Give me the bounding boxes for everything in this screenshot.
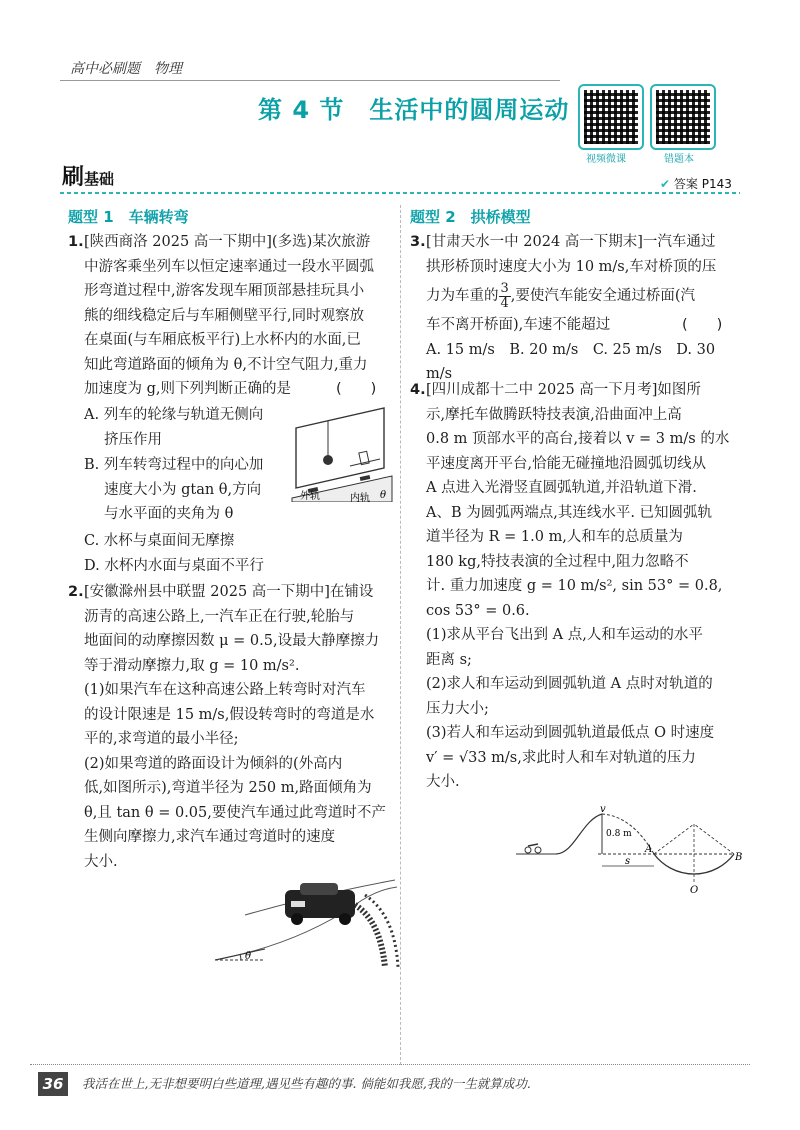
- q2-line-7: (2)如果弯道的路面设计为倾斜的(外高内: [84, 755, 343, 772]
- q1-option-a-line2: 挤压作用: [104, 431, 162, 448]
- q2-line-1: 沥青的高速公路上,一汽车正在行驶,轮胎与: [84, 608, 355, 625]
- inner-wheel: [360, 475, 371, 481]
- fig3-s-label: s: [625, 856, 631, 867]
- section-brand: [62, 160, 114, 191]
- q3-number: 3.: [410, 234, 426, 250]
- q3-frac-top: 3: [500, 280, 509, 296]
- question-4: [410, 378, 740, 795]
- brand-big: 刷: [62, 165, 85, 190]
- question-1: [68, 230, 393, 402]
- column-divider: [400, 205, 401, 1065]
- fig1-theta: θ: [380, 490, 387, 501]
- q1-option-a[interactable]: [84, 403, 263, 452]
- footer-quote: 我活在世上,无非想要明白些道理,遇见些有趣的事. 倘能如我愿,我的一生就算成功.: [82, 1076, 531, 1091]
- angle-arc: [240, 954, 241, 960]
- section-title: 第 4 节 生活中的圆周运动: [258, 96, 570, 124]
- q1-line-3: 熊的细线稳定后与车厢侧壁平行,同时观察放: [84, 307, 365, 324]
- figure-train-car: [288, 404, 394, 502]
- q4-line-10: (1)求从平台飞出到 A 点,人和车运动的水平: [426, 627, 703, 643]
- brand-divider: [60, 192, 740, 194]
- q3-line-1: [甘肃天水一中 2024 高一下期末]一汽车通过: [426, 234, 716, 250]
- q1-line-1: 中游客乘坐列车以恒定速率通过一段水平圆弧: [84, 258, 374, 275]
- q4-line-6: 道半径为 R = 1.0 m,人和车的总质量为: [426, 529, 683, 545]
- q3-fraction: [499, 282, 511, 311]
- q4-line-15: v′ = √33 m/s,求此时人和车对轨道的压力: [426, 749, 696, 766]
- road-stripes: [355, 905, 385, 967]
- ramp-curve: [556, 814, 602, 854]
- q1-option-b-line1: B. 列车转弯过程中的向心加: [84, 457, 264, 473]
- figure-car-on-bend: [205, 875, 400, 970]
- footer-divider: [30, 1064, 750, 1066]
- q4-line-8: 计. 重力加速度 g = 10 m/s², sin 53° = 0.8,: [426, 578, 723, 594]
- q4-line-9: cos 53° = 0.6.: [426, 602, 530, 619]
- question-2: [68, 580, 393, 874]
- q3-line-3b: ,要使汽车能安全通过桥面(汽: [510, 288, 696, 304]
- brand-small: 基础: [84, 170, 115, 188]
- q3-line-4: 车不离开桥面),车速不能超过: [426, 317, 611, 333]
- fig3-a-label: A: [645, 844, 653, 855]
- car-wheel-front: [291, 913, 303, 925]
- car-headlight: [291, 901, 305, 907]
- q4-line-7: 180 kg,特技表演的全过程中,阻力忽略不: [426, 553, 689, 570]
- q4-line-13: 压力大小;: [426, 700, 489, 717]
- q3-frac-bottom: 4: [500, 295, 509, 311]
- question-type-1: 题型 1 车辆转弯: [68, 208, 189, 226]
- q2-line-3: 等于滑动摩擦力,取 g = 10 m/s².: [84, 657, 300, 674]
- q1-option-b[interactable]: [84, 453, 263, 527]
- q2-line-10: 生侧向摩擦力,求汽车通过弯道时的速度: [84, 829, 336, 845]
- qr-caption-mistakes: 错题本: [660, 150, 698, 165]
- q2-line-2: 地面间的动摩擦因数 μ = 0.5,设最大静摩擦力: [84, 633, 380, 649]
- fig3-v-label: v: [600, 804, 606, 815]
- page-number: 36: [38, 1072, 68, 1096]
- outer-rail-label: 外轨: [300, 491, 320, 502]
- q1-line-2: 形弯道过程中,游客发现车厢顶部悬挂玩具小: [84, 283, 365, 299]
- moto-body: [528, 844, 538, 846]
- q2-line-6: 平的,求弯道的最小半径;: [84, 731, 239, 747]
- q4-line-1: 示,摩托车做腾跃特技表演,沿曲面冲上高: [426, 406, 682, 423]
- q1-line-6: 加速度为 g,则下列判断正确的是: [84, 381, 291, 397]
- q4-line-14: (3)若人和车运动到圆弧轨道最低点 O 时速度: [426, 725, 715, 741]
- check-icon: ✔: [660, 177, 671, 191]
- q4-line-11: 距离 s;: [426, 651, 472, 668]
- car-wheel-rear: [339, 913, 351, 925]
- q1-number: 1.: [68, 234, 84, 250]
- toy-bear: [323, 455, 333, 465]
- q1-option-c[interactable]: C. 水杯与桌面间无摩擦: [84, 533, 235, 549]
- book-title: 高中必刷题 物理: [70, 61, 182, 77]
- car-roof: [300, 883, 338, 895]
- fig3-o-label: O: [690, 885, 699, 894]
- q1-answer-bracket[interactable]: ( ): [336, 381, 377, 397]
- q1-option-a-line1: A. 列车的轮缘与轨道无侧向: [84, 407, 264, 423]
- q2-line-8: 低,如图所示),弯道半径为 250 m,路面倾角为: [84, 780, 372, 796]
- q4-number: 4.: [410, 382, 426, 398]
- q4-line-12: (2)求人和车运动到圆弧轨道 A 点时对轨道的: [426, 676, 713, 692]
- q1-option-b-line2: 速度大小为 gtan θ,方向: [104, 481, 262, 498]
- q2-number: 2.: [68, 584, 84, 600]
- qr-code-video[interactable]: [578, 84, 644, 150]
- fig3-b-label: B: [735, 852, 742, 863]
- answer-reference: [660, 175, 732, 192]
- q3-line-3a: 力为车重的: [426, 288, 499, 304]
- fig3-height-label: 0.8 m: [606, 829, 632, 839]
- q4-line-16: 大小.: [426, 774, 460, 790]
- q2-line-5: 的设计限速是 15 m/s,假设转弯时的弯道是水: [84, 706, 375, 723]
- fig2-theta: θ: [245, 951, 252, 962]
- q2-line-9: θ,且 tan θ = 0.05,要使汽车通过此弯道时不产: [84, 804, 386, 821]
- q1-line-0: [陕西商洛 2025 高一下期中](多选)某次旅游: [84, 234, 371, 250]
- q3-answer-bracket[interactable]: ( ): [682, 317, 723, 333]
- q1-option-b-line3: 与水平面的夹角为 θ: [104, 506, 234, 522]
- q4-line-0: [四川成都十二中 2025 高一下月考]如图所: [426, 382, 701, 398]
- q4-line-3: 平速度离开平台,恰能无碰撞地沿圆弧切线从: [426, 455, 707, 472]
- q2-line-0: [安徽滁州县中联盟 2025 高一下期中]在铺设: [84, 584, 374, 600]
- question-type-2: 题型 2 拱桥模型: [410, 208, 531, 226]
- inner-rail-label: 内轨: [350, 493, 370, 502]
- q3-options[interactable]: A. 15 m/s B. 20 m/s C. 25 m/s D. 30 m/s: [426, 341, 716, 382]
- q4-line-2: 0.8 m 顶部水平的高台,接着以 v = 3 m/s 的水: [426, 431, 730, 447]
- moto-wheel-front: [535, 847, 541, 853]
- carriage-body: [296, 408, 384, 488]
- radius-b: [694, 824, 734, 854]
- answer-ref-text: 答案 P143: [673, 177, 732, 191]
- q4-line-5: A、B 为圆弧两端点,其连线水平. 已知圆弧轨: [426, 504, 713, 521]
- qr-caption-video: 视频微课: [582, 150, 630, 165]
- q1-line-5: 知此弯道路面的倾角为 θ,不计空气阻力,重力: [84, 356, 368, 373]
- q4-line-4: A 点进入光滑竖直圆弧轨道,并沿轨道下滑.: [426, 480, 697, 496]
- radius-a: [654, 824, 694, 854]
- moto-wheel-rear: [525, 847, 531, 853]
- q3-line-2: 拱形桥顶时速度大小为 10 m/s,车对桥顶的压: [426, 258, 717, 275]
- q1-line-4: 在桌面(与车厢底板平行)上水杯内的水面,已: [84, 332, 361, 348]
- q2-line-4: (1)如果汽车在这种高速公路上转弯时对汽车: [84, 682, 366, 698]
- q2-line-11: 大小.: [84, 853, 118, 870]
- question-3: [410, 230, 740, 387]
- q3-line-3: [426, 279, 740, 313]
- q1-option-d[interactable]: D. 水杯内水面与桌面不平行: [84, 558, 264, 574]
- header-divider: [60, 80, 560, 81]
- figure-motorcycle-stunt: [512, 802, 742, 894]
- qr-code-mistakes[interactable]: [650, 84, 716, 150]
